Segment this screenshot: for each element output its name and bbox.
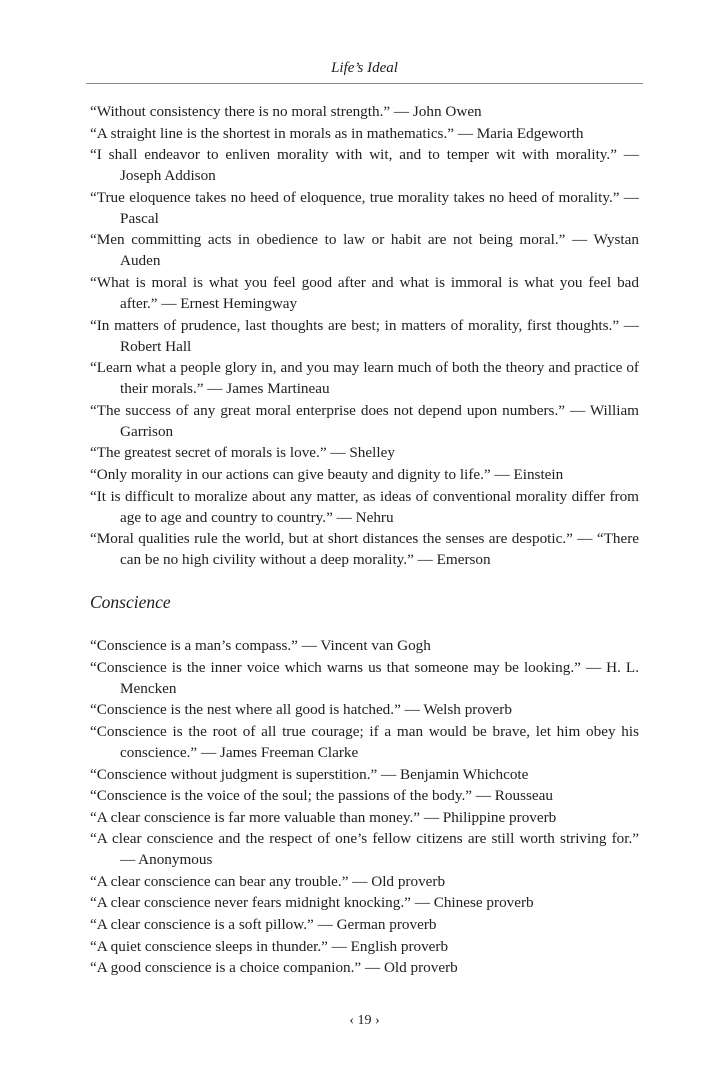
quote-item: “True eloquence takes no heed of eloquence, true morality takes no heed of morality.” — Pascal bbox=[90, 188, 639, 227]
quote-item: “Without consistency there is no moral strength.” — John Owen bbox=[90, 103, 482, 120]
quote-item: “It is difficult to moralize about any matter, as ideas of conventional morality differ from age to age and country to country.” — Nehru bbox=[90, 487, 639, 526]
quote-item: “Only morality in our actions can give beauty and dignity to life.” — Einstein bbox=[90, 465, 564, 483]
quote-item: “The success of any great moral enterprise does not depend upon numbers.” — William Garrison bbox=[90, 401, 639, 440]
quote-item: “A clear conscience is far more valuable than money.” — Philippine proverb bbox=[90, 808, 557, 826]
running-head: Life’s Ideal bbox=[331, 60, 398, 76]
quote-item: “Learn what a people glory in, and you may learn much of both the theory and practice of their morals.” — James Martineau bbox=[90, 359, 639, 398]
quote-item: “The greatest secret of morals is love.” — Shelley bbox=[90, 444, 395, 462]
quote-item: “Conscience is a man’s compass.” — Vincent van Gogh bbox=[90, 637, 431, 655]
section-conscience bbox=[90, 591, 639, 978]
quote-item: “In matters of prudence, last thoughts are best; in matters of morality, first thoughts.” — Robert Hall bbox=[90, 316, 639, 355]
section-heading: Conscience bbox=[90, 592, 171, 613]
quote-item: “Conscience is the inner voice which warns us that someone may be looking.” — H. L. Mencken bbox=[90, 658, 639, 697]
page-number: ‹ 19 › bbox=[349, 1013, 380, 1028]
quote-item: “What is moral is what you feel good after and what is immoral is what you feel bad after.” — Ernest Hemingway bbox=[90, 273, 639, 312]
quote-item: “A quiet conscience sleeps in thunder.” — English proverb bbox=[90, 937, 449, 955]
section-morality bbox=[90, 101, 639, 570]
quote-item: “Conscience without judgment is superstition.” — Benjamin Whichcote bbox=[90, 765, 529, 783]
quote-item: “A clear conscience can bear any trouble.” — Old proverb bbox=[90, 872, 446, 890]
quote-item: “Conscience is the root of all true courage; if a man would be brave, let him obey his conscience.” — James Freeman Clarke bbox=[90, 722, 639, 761]
quote-item: “A clear conscience never fears midnight knocking.” — Chinese proverb bbox=[90, 894, 534, 912]
quote-item: “A good conscience is a choice companion.” — Old proverb bbox=[90, 959, 458, 977]
quote-item: “A straight line is the shortest in morals as in mathematics.” — Maria Edgeworth bbox=[90, 124, 584, 142]
quote-item: “Men committing acts in obedience to law or habit are not being moral.” — Wystan Auden bbox=[90, 231, 639, 270]
quote-item: “Conscience is the nest where all good is hatched.” — Welsh proverb bbox=[90, 701, 512, 719]
quote-item: “A clear conscience and the respect of one’s fellow citizens are still worth striving for.” — Anonymous bbox=[90, 830, 639, 869]
quote-item: “Moral qualities rule the world, but at short distances the senses are despotic.” — “There can be no high civility without a deep morality.” — Emerson bbox=[90, 530, 639, 569]
quote-item: “Conscience is the voice of the soul; the passions of the body.” — Rousseau bbox=[90, 787, 553, 805]
quote-item: “A clear conscience is a soft pillow.” — German proverb bbox=[90, 916, 437, 934]
header-rule bbox=[86, 83, 643, 84]
page-content bbox=[90, 101, 639, 979]
quote-item: “I shall endeavor to enliven morality with wit, and to temper wit with morality.” — Joseph Addison bbox=[90, 146, 639, 185]
